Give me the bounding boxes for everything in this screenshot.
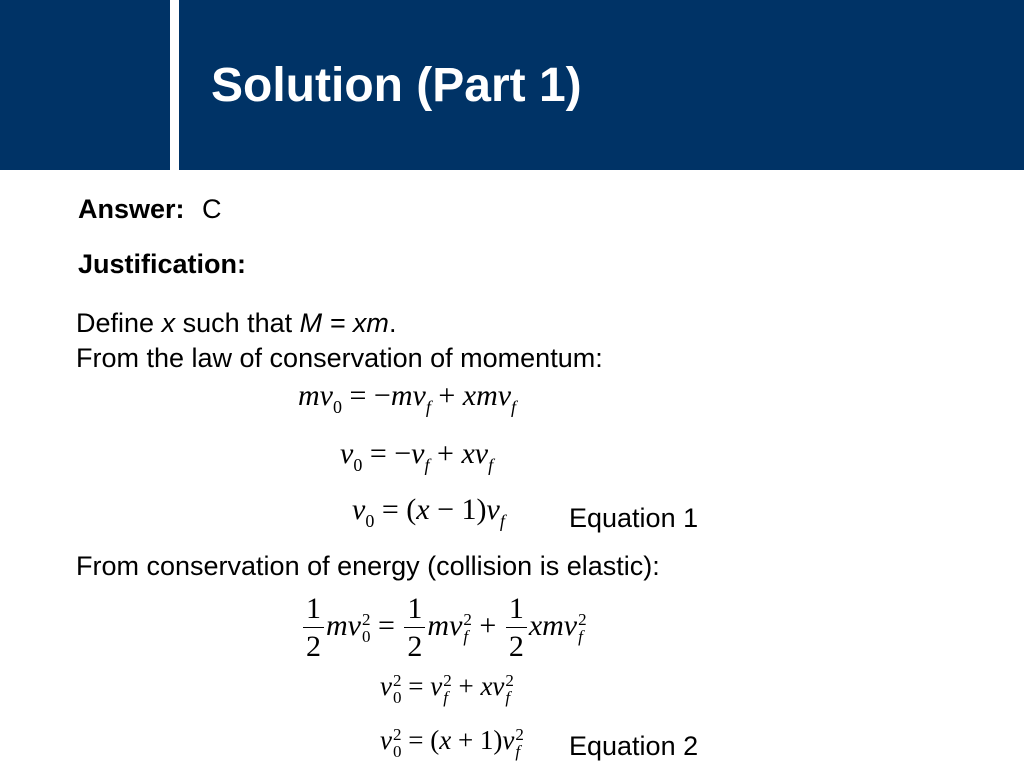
define-middle: such that	[182, 308, 293, 338]
define-end: .	[388, 308, 397, 338]
momentum-intro: From the law of conservation of momentum:	[76, 343, 603, 373]
energy-equation-1: $\frac{1}{2}$ mv 2 0 = $\frac{1}{2}$ mv 2 f + $\frac{1}{2}$ xmv 2 f	[301, 594, 587, 662]
title-banner	[0, 0, 1024, 170]
slide-title: Solution (Part 1)	[211, 59, 582, 112]
define-prefix: Define	[76, 308, 155, 338]
define-line	[76, 307, 396, 339]
momentum-equation-3: $v_0 = (x - 1)v_f$	[352, 493, 505, 531]
equation-1-label: Equation 1	[569, 503, 699, 533]
define-formula: M = xm	[299, 308, 389, 338]
energy-equation-3: v 2 0 = (x + 1)v 2 f	[380, 725, 524, 761]
banner-left-block	[0, 0, 170, 170]
energy-intro: From conservation of energy (collision is elastic):	[76, 551, 660, 581]
energy-equation-2: v 2 0 = v 2 f + xv 2 f	[380, 671, 514, 707]
equation-2-label: Equation 2	[569, 731, 699, 761]
momentum-equation-2: $v_0 = -v_f + xv_f$	[340, 437, 494, 475]
momentum-equation-1: $mv_0 = -mv_f + xmv_f$	[298, 379, 517, 417]
answer-value: C	[202, 194, 222, 224]
justification-label: Justification:	[78, 249, 247, 279]
answer-line	[78, 193, 222, 225]
define-variable: x	[161, 308, 176, 338]
answer-label: Answer:	[78, 194, 185, 224]
